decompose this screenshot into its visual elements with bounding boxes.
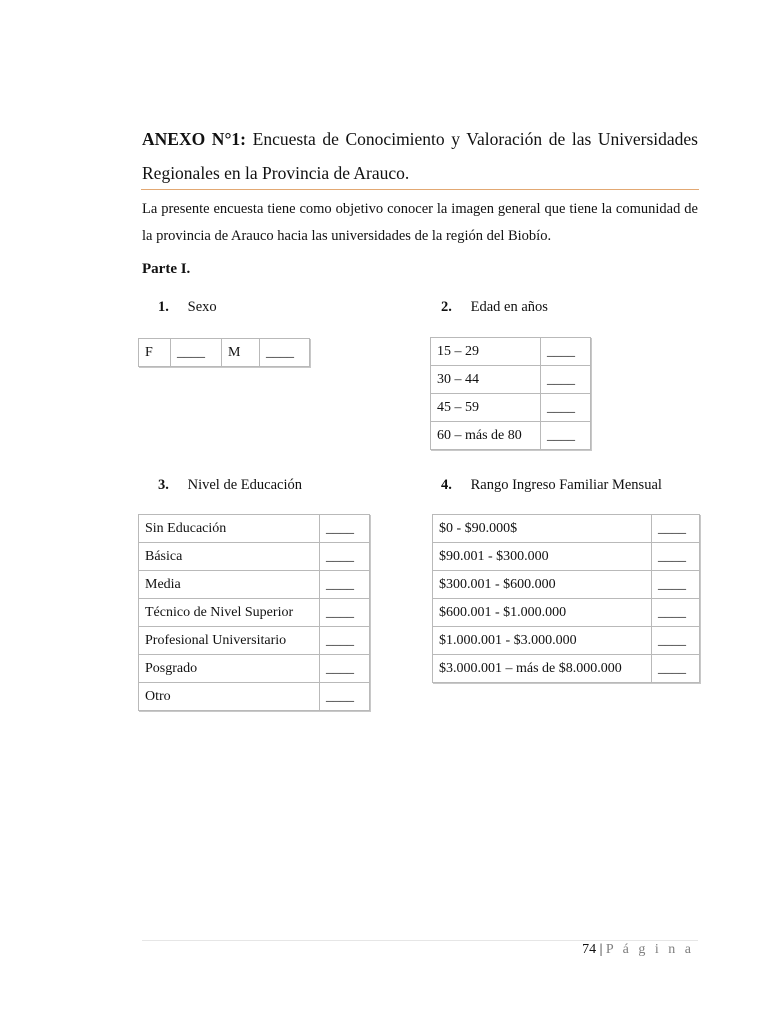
income-option: $3.000.001 – más de $8.000.000	[433, 655, 652, 683]
sex-option-f: F	[139, 339, 171, 367]
table-row	[433, 571, 700, 599]
age-blank[interactable]: ____	[541, 422, 591, 450]
table-row	[433, 655, 700, 683]
question-2-number: 2.	[441, 299, 452, 315]
income-blank[interactable]: ____	[652, 515, 700, 543]
education-option: Sin Educación	[139, 515, 320, 543]
title-divider	[141, 189, 699, 190]
age-blank[interactable]: ____	[541, 338, 591, 366]
table-row	[139, 655, 370, 683]
age-option: 15 – 29	[431, 338, 541, 366]
income-option: $0 - $90.000$	[433, 515, 652, 543]
question-4-table	[432, 514, 700, 683]
table-row	[139, 627, 370, 655]
footer-divider	[142, 940, 698, 941]
question-1-heading	[158, 299, 217, 316]
income-blank[interactable]: ____	[652, 627, 700, 655]
question-3-table	[138, 514, 370, 711]
sex-option-m: M	[222, 339, 260, 367]
question-3-label: Nivel de Educación	[187, 477, 302, 493]
part-heading: Parte I.	[142, 261, 191, 277]
income-blank[interactable]: ____	[652, 599, 700, 627]
education-blank[interactable]: ____	[320, 543, 370, 571]
question-2-label: Edad en años	[470, 299, 548, 315]
table-row	[139, 571, 370, 599]
age-option: 30 – 44	[431, 366, 541, 394]
income-option: $90.001 - $300.000	[433, 543, 652, 571]
table-row	[139, 515, 370, 543]
age-option: 45 – 59	[431, 394, 541, 422]
sex-blank-f[interactable]: ____	[171, 339, 222, 367]
table-row	[139, 599, 370, 627]
income-option: $1.000.001 - $3.000.000	[433, 627, 652, 655]
footer-separator: |	[599, 942, 603, 957]
page-footer	[582, 942, 694, 958]
education-blank[interactable]: ____	[320, 627, 370, 655]
education-blank[interactable]: ____	[320, 515, 370, 543]
table-row	[433, 543, 700, 571]
education-option: Profesional Universitario	[139, 627, 320, 655]
question-1-label: Sexo	[187, 299, 217, 315]
page-word: P á g i n a	[605, 942, 694, 957]
sex-blank-m[interactable]: ____	[260, 339, 310, 367]
income-blank[interactable]: ____	[652, 571, 700, 599]
table-row	[433, 599, 700, 627]
education-option: Básica	[139, 543, 320, 571]
table-row	[433, 627, 700, 655]
table-row	[431, 422, 591, 450]
income-option: $300.001 - $600.000	[433, 571, 652, 599]
table-row	[433, 515, 700, 543]
education-blank[interactable]: ____	[320, 683, 370, 711]
income-blank[interactable]: ____	[652, 655, 700, 683]
education-blank[interactable]: ____	[320, 571, 370, 599]
table-row	[431, 366, 591, 394]
income-blank[interactable]: ____	[652, 543, 700, 571]
question-3-number: 3.	[158, 477, 169, 493]
question-1-table	[138, 338, 310, 367]
question-2-table	[430, 337, 591, 450]
question-4-number: 4.	[441, 477, 452, 493]
page-title	[142, 122, 698, 190]
question-1-number: 1.	[158, 299, 169, 315]
age-blank[interactable]: ____	[541, 366, 591, 394]
table-row	[431, 338, 591, 366]
education-option: Técnico de Nivel Superior	[139, 599, 320, 627]
education-blank[interactable]: ____	[320, 599, 370, 627]
question-3-heading	[158, 477, 302, 494]
table-row	[139, 543, 370, 571]
intro-paragraph: La presente encuesta tiene como objetivo conocer la imagen general que tiene la comunidad de la provincia de Arauco hacia las universidades de la región del Biobío.	[142, 201, 698, 244]
table-row	[139, 683, 370, 711]
income-option: $600.001 - $1.000.000	[433, 599, 652, 627]
question-4-heading	[441, 477, 662, 494]
question-2-heading	[441, 299, 548, 316]
education-option: Posgrado	[139, 655, 320, 683]
age-blank[interactable]: ____	[541, 394, 591, 422]
table-row	[139, 339, 310, 367]
education-option: Media	[139, 571, 320, 599]
education-option: Otro	[139, 683, 320, 711]
education-blank[interactable]: ____	[320, 655, 370, 683]
table-row	[431, 394, 591, 422]
page-number: 74	[582, 942, 597, 957]
question-4-label: Rango Ingreso Familiar Mensual	[470, 477, 662, 493]
age-option: 60 – más de 80	[431, 422, 541, 450]
survey-title: Encuesta de Conocimiento y Valoración de las Universidades Regionales en la Provincia de Arauco.	[142, 129, 698, 183]
annex-label: ANEXO N°1:	[142, 129, 247, 149]
